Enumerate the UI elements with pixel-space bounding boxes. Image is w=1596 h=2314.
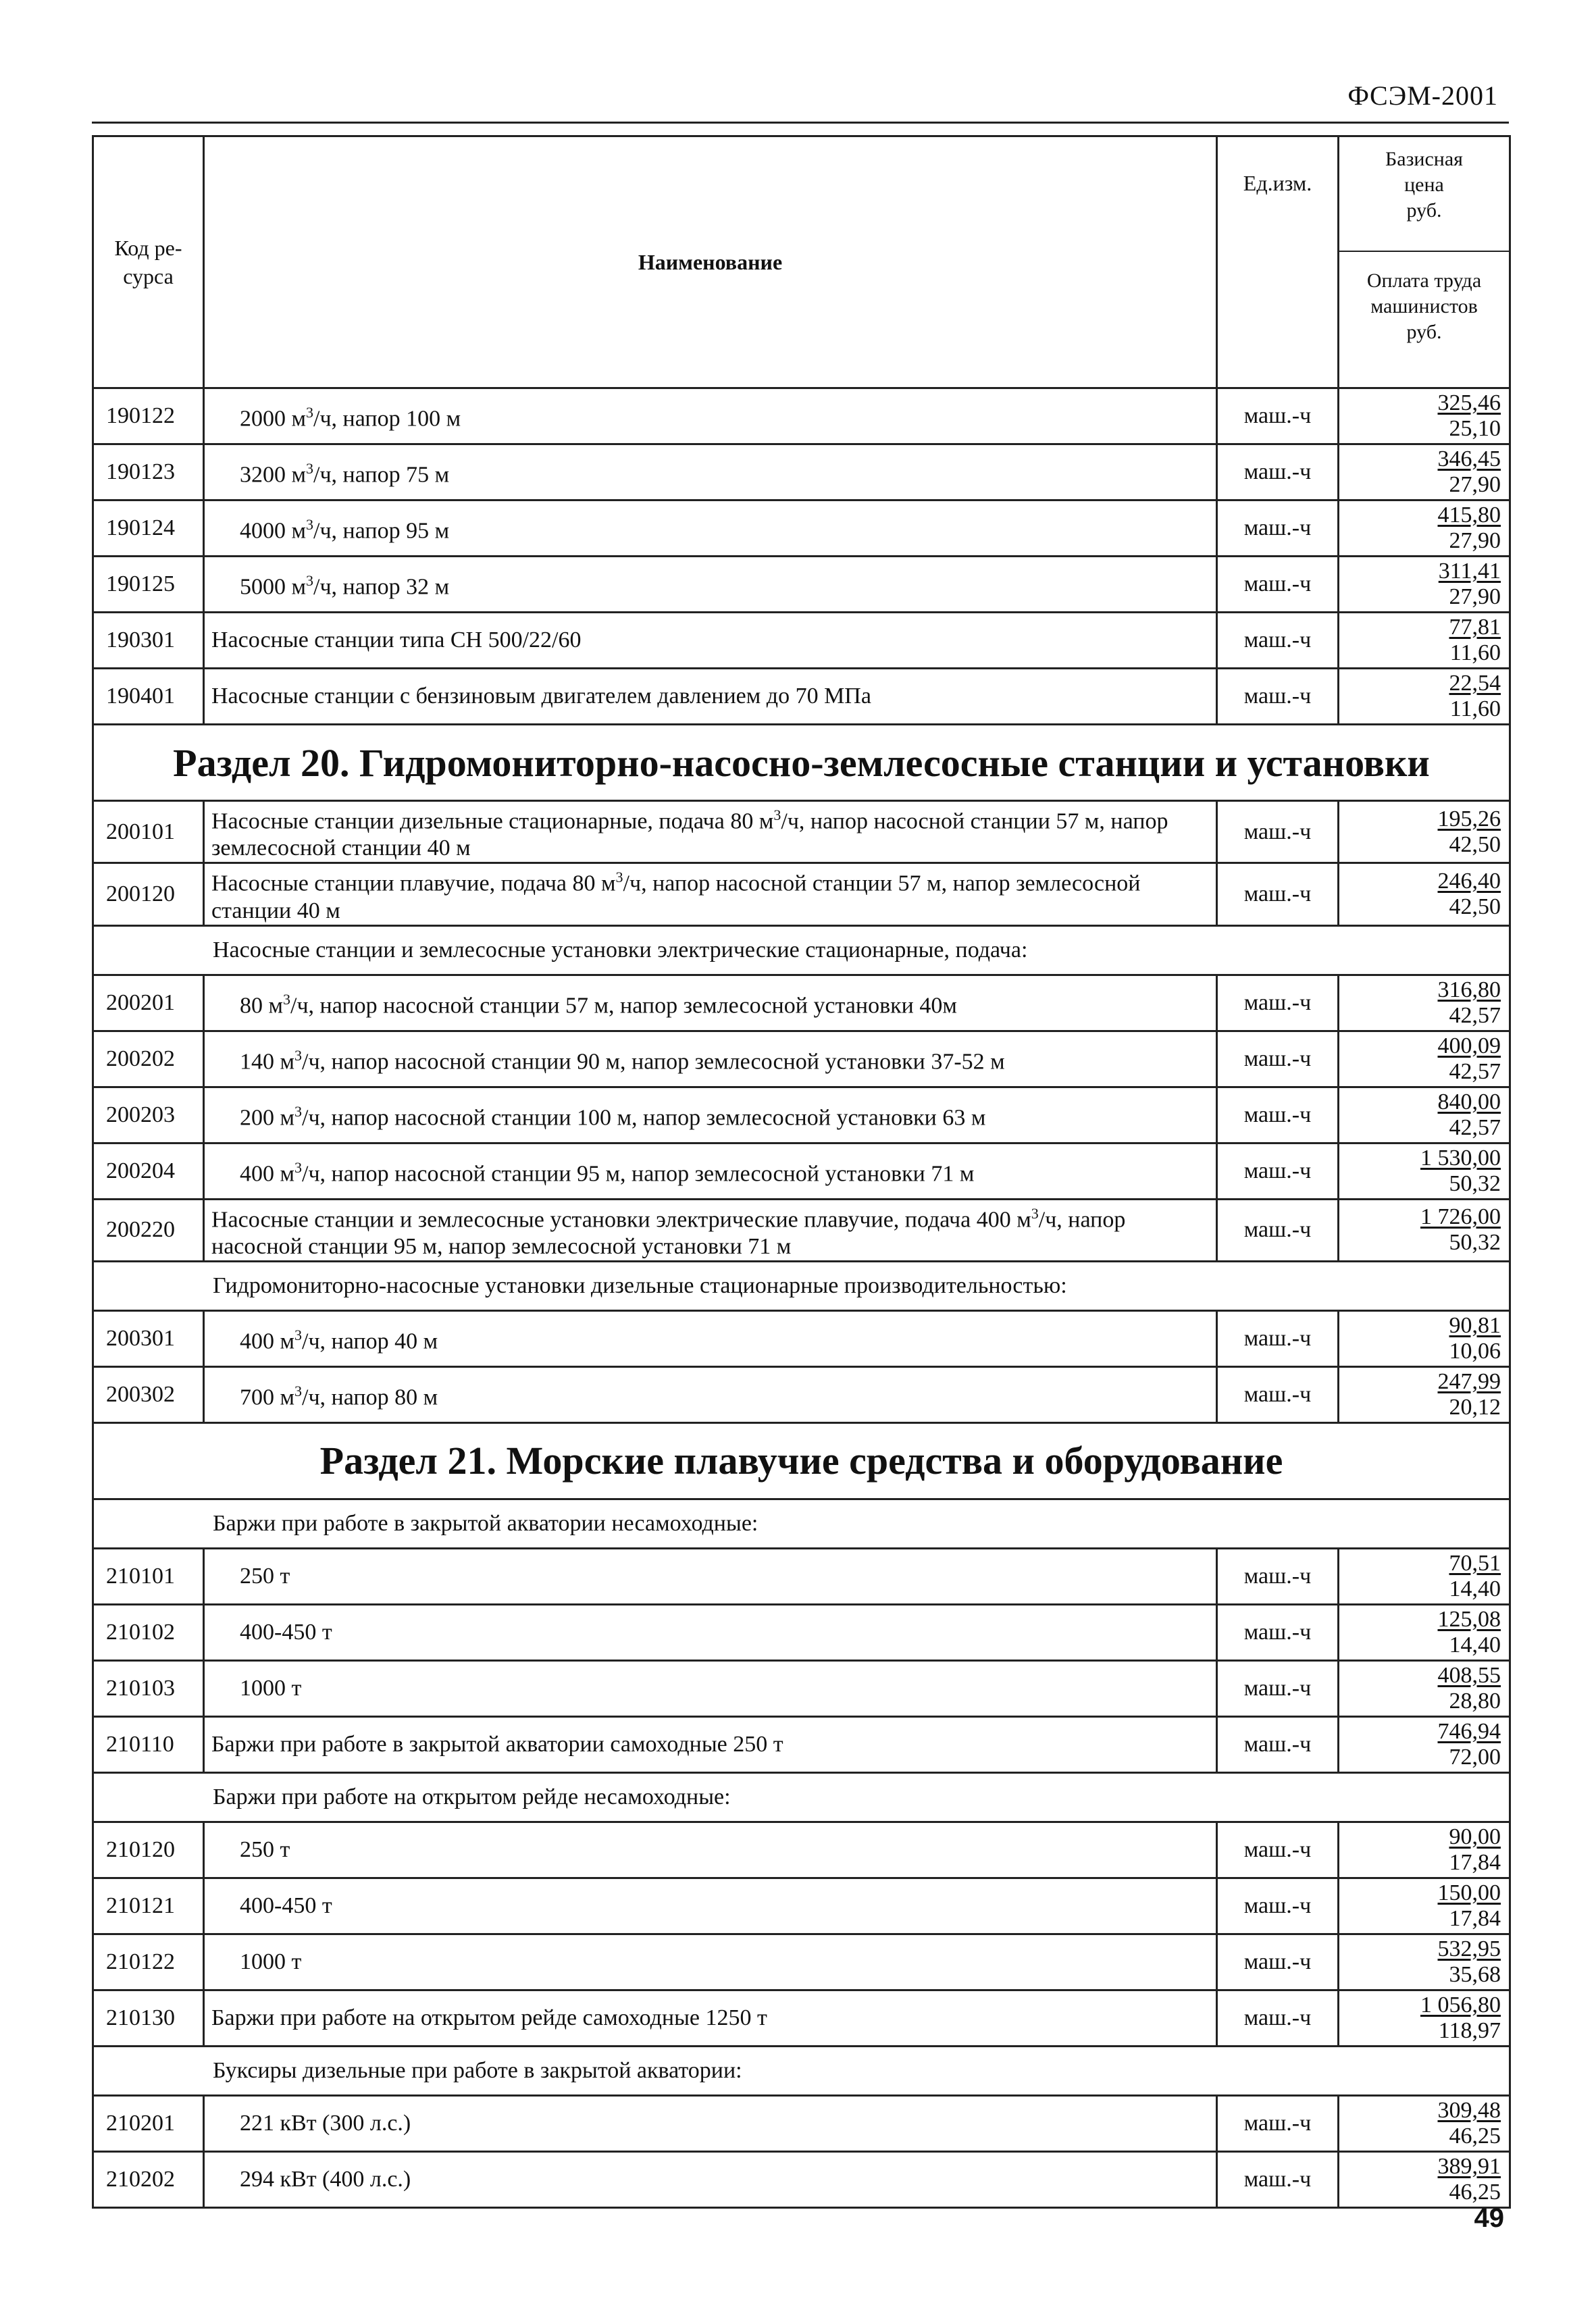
header-labor-cost: Оплата труда машинистов руб.	[1366, 269, 1482, 343]
unit-of-measure: маш.-ч	[1217, 1990, 1339, 2046]
group-title: Баржи при работе на открытом рейде несамоходные:	[93, 1772, 1510, 1822]
resource-code: 190125	[93, 557, 204, 613]
labor-cost: 27,90	[1449, 584, 1501, 609]
unit-of-measure: маш.-ч	[1217, 1660, 1339, 1716]
unit-of-measure: маш.-ч	[1217, 801, 1339, 863]
base-price: 150,00	[1437, 1880, 1501, 1905]
base-price: 408,55	[1437, 1662, 1501, 1688]
table-row	[93, 2095, 1510, 2151]
labor-cost: 17,84	[1449, 1905, 1501, 1931]
labor-cost: 28,80	[1449, 1688, 1501, 1714]
labor-cost: 25,10	[1449, 416, 1501, 441]
price-cell	[1339, 1990, 1510, 2046]
table-row	[93, 1087, 1510, 1143]
resource-name: 2000 $м^3/ч$, напор 100 м	[204, 388, 1217, 444]
price-cell	[1339, 1199, 1510, 1261]
resource-code: 210201	[93, 2095, 204, 2151]
base-price: 1 056,80	[1420, 1992, 1501, 2017]
base-price: 325,46	[1437, 390, 1501, 415]
header-name: Наименование	[204, 136, 1217, 388]
resource-name: 294 кВт (400 л.с.)	[204, 2151, 1217, 2207]
resource-code: 200302	[93, 1366, 204, 1422]
labor-cost: 46,25	[1449, 2123, 1501, 2149]
labor-cost: 42,57	[1449, 1058, 1501, 1084]
base-price: 1 530,00	[1420, 1145, 1501, 1171]
resource-code: 210101	[93, 1548, 204, 1604]
table-row	[93, 1990, 1510, 2046]
labor-cost: 42,50	[1449, 894, 1501, 919]
base-price: 246,40	[1437, 868, 1501, 894]
price-cell	[1339, 975, 1510, 1031]
price-cell	[1339, 1822, 1510, 1878]
table-row	[93, 1031, 1510, 1087]
resource-code: 210120	[93, 1822, 204, 1878]
labor-cost: 14,40	[1449, 1576, 1501, 1601]
table-row	[93, 1604, 1510, 1660]
price-cell	[1339, 1604, 1510, 1660]
resource-name: Насосные станции типа СН 500/22/60	[204, 613, 1217, 669]
unit-of-measure: маш.-ч	[1217, 388, 1339, 444]
base-price: 316,80	[1437, 977, 1501, 1002]
resource-code: 200301	[93, 1310, 204, 1366]
table-row	[93, 975, 1510, 1031]
price-cell	[1339, 1548, 1510, 1604]
header-unit: Ед.изм.	[1217, 136, 1339, 388]
table-row	[93, 444, 1510, 500]
unit-of-measure: маш.-ч	[1217, 500, 1339, 557]
base-price: 389,91	[1437, 2153, 1501, 2179]
resource-name: 250 т	[204, 1822, 1217, 1878]
resource-name: 4000 $м^3/ч$, напор 95 м	[204, 500, 1217, 557]
base-price: 532,95	[1437, 1936, 1501, 1961]
labor-cost: 46,25	[1449, 2179, 1501, 2205]
resource-price-table	[92, 135, 1511, 2209]
unit-of-measure: маш.-ч	[1217, 1822, 1339, 1878]
unit-of-measure: маш.-ч	[1217, 1548, 1339, 1604]
resource-code: 190124	[93, 500, 204, 557]
price-cell	[1339, 669, 1510, 725]
base-price: 309,48	[1437, 2097, 1501, 2123]
price-cell	[1339, 1087, 1510, 1143]
unit-of-measure: маш.-ч	[1217, 863, 1339, 925]
table-row	[93, 2151, 1510, 2207]
base-price: 195,26	[1437, 806, 1501, 831]
price-cell	[1339, 1031, 1510, 1087]
header-base-price: Базисная цена руб.	[1339, 137, 1509, 252]
labor-cost: 72,00	[1449, 1744, 1501, 1770]
table-row	[93, 1310, 1510, 1366]
resource-name: 5000 $м^3/ч$, напор 32 м	[204, 557, 1217, 613]
labor-cost: 11,60	[1449, 696, 1501, 721]
resource-name: 221 кВт (300 л.с.)	[204, 2095, 1217, 2151]
unit-of-measure: маш.-ч	[1217, 1934, 1339, 1990]
resource-name: 200 $м^3/ч$, напор насосной станции 100 м, напор землесосной установки 63 м	[204, 1087, 1217, 1143]
price-cell	[1339, 1310, 1510, 1366]
resource-name: 400 $м^3/ч$, напор 40 м	[204, 1310, 1217, 1366]
resource-code: 210202	[93, 2151, 204, 2207]
section-title: Раздел 20. Гидромониторно-насосно-землесосные станции и установки	[93, 725, 1510, 801]
table-row	[93, 1199, 1510, 1261]
table-row	[93, 613, 1510, 669]
resource-name: Насосные станции плавучие, подача 80 $м^3/ч$, напор насосной станции 57 м, напор землесосной станции 40 м	[204, 863, 1217, 925]
unit-of-measure: маш.-ч	[1217, 2095, 1339, 2151]
resource-code: 190301	[93, 613, 204, 669]
table-row	[93, 500, 1510, 557]
unit-of-measure: маш.-ч	[1217, 2151, 1339, 2207]
resource-code: 190401	[93, 669, 204, 725]
price-cell	[1339, 557, 1510, 613]
price-cell	[1339, 2095, 1510, 2151]
labor-cost: 27,90	[1449, 528, 1501, 553]
group-header-row	[93, 2046, 1510, 2095]
resource-code: 200101	[93, 801, 204, 863]
document-code: ФСЭМ-2001	[1347, 80, 1498, 111]
table-row	[93, 557, 1510, 613]
labor-cost: 27,90	[1449, 472, 1501, 497]
resource-code: 200220	[93, 1199, 204, 1261]
price-cell	[1339, 1716, 1510, 1772]
resource-name: Баржи при работе в закрытой акватории самоходные 250 т	[204, 1716, 1217, 1772]
resource-code: 200203	[93, 1087, 204, 1143]
resource-code: 200204	[93, 1143, 204, 1199]
base-price: 400,09	[1437, 1033, 1501, 1058]
base-price: 22,54	[1449, 671, 1501, 696]
resource-code: 200120	[93, 863, 204, 925]
resource-code: 190122	[93, 388, 204, 444]
unit-of-measure: маш.-ч	[1217, 1087, 1339, 1143]
resource-name: 400-450 т	[204, 1878, 1217, 1934]
labor-cost: 35,68	[1449, 1961, 1501, 1987]
table-row	[93, 1548, 1510, 1604]
base-price: 247,99	[1437, 1368, 1501, 1394]
unit-of-measure: маш.-ч	[1217, 1604, 1339, 1660]
group-header-row	[93, 1499, 1510, 1548]
header-code: Код ре- сурса	[93, 136, 204, 388]
resource-code: 210130	[93, 1990, 204, 2046]
resource-name: 700 $м^3/ч$, напор 80 м	[204, 1366, 1217, 1422]
resource-name: Баржи при работе на открытом рейде самоходные 1250 т	[204, 1990, 1217, 2046]
price-cell	[1339, 500, 1510, 557]
price-cell	[1339, 801, 1510, 863]
base-price: 1 726,00	[1420, 1204, 1501, 1230]
price-cell	[1339, 1878, 1510, 1934]
table-row	[93, 388, 1510, 444]
header-price	[1339, 136, 1510, 388]
section-title: Раздел 21. Морские плавучие средства и оборудование	[93, 1422, 1510, 1499]
resource-code: 210122	[93, 1934, 204, 1990]
base-price: 90,81	[1449, 1312, 1501, 1338]
group-header-row	[93, 1261, 1510, 1310]
table-row	[93, 1366, 1510, 1422]
document-header	[92, 80, 1509, 124]
resource-code: 210102	[93, 1604, 204, 1660]
base-price: 746,94	[1437, 1718, 1501, 1744]
labor-cost: 20,12	[1449, 1394, 1501, 1420]
table-row	[93, 1822, 1510, 1878]
group-header-row	[93, 925, 1510, 975]
unit-of-measure: маш.-ч	[1217, 444, 1339, 500]
table-row	[93, 1143, 1510, 1199]
resource-code: 200201	[93, 975, 204, 1031]
labor-cost: 14,40	[1449, 1632, 1501, 1657]
resource-code: 210103	[93, 1660, 204, 1716]
base-price: 311,41	[1438, 559, 1501, 584]
labor-cost: 42,57	[1449, 1114, 1501, 1140]
resource-name: Насосные станции и землесосные установки электрические плавучие, подача 400 $м^3/ч$, напор насосной станции 95 м, напор землесосной установки 71 м	[204, 1199, 1217, 1261]
price-cell	[1339, 1366, 1510, 1422]
price-cell	[1339, 613, 1510, 669]
base-price: 90,00	[1449, 1824, 1501, 1849]
section-header-row	[93, 725, 1510, 801]
base-price: 125,08	[1437, 1606, 1501, 1632]
unit-of-measure: маш.-ч	[1217, 1143, 1339, 1199]
unit-of-measure: маш.-ч	[1217, 1310, 1339, 1366]
labor-cost: 42,50	[1449, 831, 1501, 857]
base-price: 70,51	[1449, 1550, 1501, 1576]
resource-code: 210110	[93, 1716, 204, 1772]
table-row	[93, 1716, 1510, 1772]
price-cell	[1339, 1934, 1510, 1990]
labor-cost: 50,32	[1449, 1230, 1501, 1256]
unit-of-measure: маш.-ч	[1217, 1716, 1339, 1772]
price-cell	[1339, 388, 1510, 444]
group-title: Баржи при работе в закрытой акватории несамоходные:	[93, 1499, 1510, 1548]
resource-name: Насосные станции дизельные стационарные, подача 80 $м^3/ч$, напор насосной станции 57 м, напор землесосной станции 40 м	[204, 801, 1217, 863]
group-header-row	[93, 1772, 1510, 1822]
base-price: 346,45	[1437, 446, 1501, 471]
resource-name: 140 $м^3/ч$, напор насосной станции 90 м, напор землесосной установки 37-52 м	[204, 1031, 1217, 1087]
table-body	[93, 388, 1510, 2208]
price-cell	[1339, 1143, 1510, 1199]
base-price: 77,81	[1449, 615, 1501, 640]
resource-name: 3200 $м^3/ч$, напор 75 м	[204, 444, 1217, 500]
section-header-row	[93, 1422, 1510, 1499]
unit-of-measure: маш.-ч	[1217, 613, 1339, 669]
page-number: 49	[1474, 2203, 1504, 2233]
price-cell	[1339, 2151, 1510, 2207]
resource-name: 400-450 т	[204, 1604, 1217, 1660]
resource-name: 250 т	[204, 1548, 1217, 1604]
labor-cost: 17,84	[1449, 1849, 1501, 1875]
resource-code: 200202	[93, 1031, 204, 1087]
resource-name: 1000 т	[204, 1934, 1217, 1990]
labor-cost: 11,60	[1449, 640, 1501, 665]
base-price: 415,80	[1437, 503, 1501, 528]
group-title: Насосные станции и землесосные установки электрические стационарные, подача:	[93, 925, 1510, 975]
resource-code: 210121	[93, 1878, 204, 1934]
price-cell	[1339, 444, 1510, 500]
labor-cost: 118,97	[1438, 2017, 1501, 2043]
group-title: Гидромониторно-насосные установки дизельные стационарные производительностью:	[93, 1261, 1510, 1310]
unit-of-measure: маш.-ч	[1217, 975, 1339, 1031]
price-cell	[1339, 1660, 1510, 1716]
unit-of-measure: маш.-ч	[1217, 557, 1339, 613]
resource-name: 80 $м^3/ч$, напор насосной станции 57 м, напор землесосной установки 40м	[204, 975, 1217, 1031]
resource-name: Насосные станции с бензиновым двигателем давлением до 70 МПа	[204, 669, 1217, 725]
labor-cost: 10,06	[1449, 1338, 1501, 1364]
group-title: Буксиры дизельные при работе в закрытой акватории:	[93, 2046, 1510, 2095]
table-row	[93, 669, 1510, 725]
labor-cost: 50,32	[1449, 1171, 1501, 1196]
table-row	[93, 1660, 1510, 1716]
table-row	[93, 1934, 1510, 1990]
labor-cost: 42,57	[1449, 1002, 1501, 1028]
unit-of-measure: маш.-ч	[1217, 1199, 1339, 1261]
resource-name: 400 $м^3/ч$, напор насосной станции 95 м, напор землесосной установки 71 м	[204, 1143, 1217, 1199]
base-price: 840,00	[1437, 1089, 1501, 1114]
resource-code: 190123	[93, 444, 204, 500]
price-cell	[1339, 863, 1510, 925]
unit-of-measure: маш.-ч	[1217, 1031, 1339, 1087]
table-row	[93, 801, 1510, 863]
table-row	[93, 1878, 1510, 1934]
table-header-row	[93, 136, 1510, 388]
unit-of-measure: маш.-ч	[1217, 669, 1339, 725]
table-row	[93, 863, 1510, 925]
resource-name: 1000 т	[204, 1660, 1217, 1716]
unit-of-measure: маш.-ч	[1217, 1878, 1339, 1934]
unit-of-measure: маш.-ч	[1217, 1366, 1339, 1422]
